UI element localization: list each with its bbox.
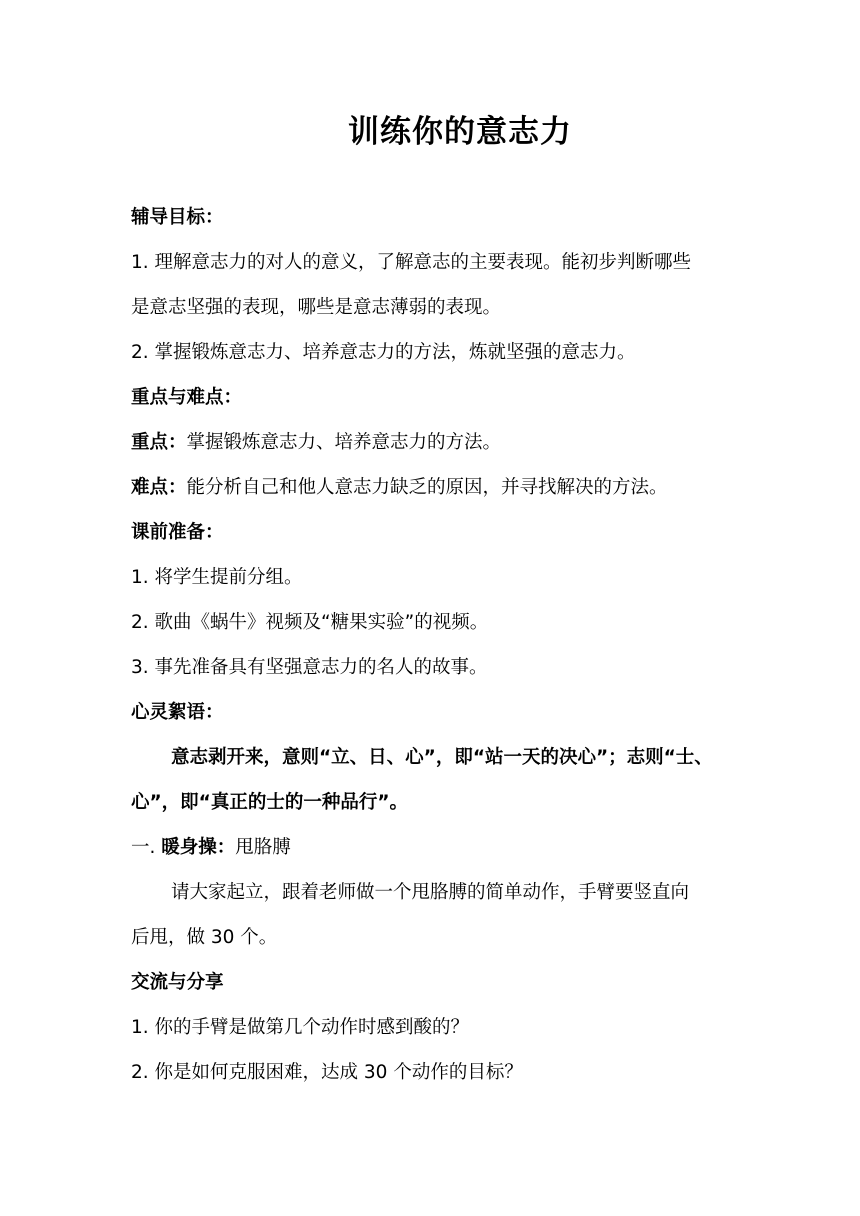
goal-item-1-line-1: 1. 理解意志力的对人的意义，了解意志的主要表现。能初步判断哪些 — [131, 252, 692, 273]
difficult-point-row — [131, 476, 741, 500]
warmup-desc-line-2: 后甩，做 30 个。 — [131, 927, 278, 948]
goal-item-1-line-2: 是意志坚强的表现，哪些是意志薄弱的表现。 — [131, 297, 502, 318]
share-heading: 交流与分享 — [131, 972, 224, 993]
warmup-label: 暖身操： — [161, 837, 236, 858]
share-question-2: 2. 你是如何克服困难，达成 30 个动作的目标？ — [131, 1062, 523, 1083]
warmup-number: 一. — [131, 837, 156, 858]
goal-item-2: 2. 掌握锻炼意志力、培养意志力的方法，炼就坚强的意志力。 — [131, 342, 636, 363]
preparation-item-1: 1. 将学生提前分组。 — [131, 567, 303, 588]
warmup-name: 甩胳膊 — [235, 837, 291, 858]
preparation-item-2: 2. 歌曲《蜗牛》视频及“糖果实验”的视频。 — [131, 612, 489, 633]
quote-line-2: 心”，即“真正的士的一种品行”。 — [131, 792, 408, 813]
preparation-heading: 课前准备： — [131, 522, 224, 543]
key-point-text: 掌握锻炼意志力、培养意志力的方法。 — [186, 432, 502, 453]
difficult-point-label: 难点： — [131, 477, 187, 498]
key-points-heading: 重点与难点： — [131, 387, 243, 408]
warmup-desc-line-1: 请大家起立，跟着老师做一个甩胳膊的简单动作，手臂要竖直向 — [171, 882, 690, 903]
share-question-1: 1. 你的手臂是做第几个动作时感到酸的？ — [131, 1017, 470, 1038]
difficult-point-text: 能分析自己和他人意志力缺乏的原因，并寻找解决的方法。 — [186, 477, 668, 498]
goal-heading: 辅导目标： — [131, 207, 224, 228]
key-point-label: 重点： — [131, 432, 187, 453]
page-title: 训练你的意志力 — [348, 114, 572, 150]
quote-heading: 心灵絮语： — [131, 702, 224, 723]
quote-line-1: 意志剥开来，意则“立、日、心”，即“站一天的决心”；志则“士、 — [171, 747, 713, 768]
key-point-row — [131, 431, 741, 455]
preparation-item-3: 3. 事先准备具有坚强意志力的名人的故事。 — [131, 657, 488, 678]
warmup-heading-row — [131, 836, 741, 860]
